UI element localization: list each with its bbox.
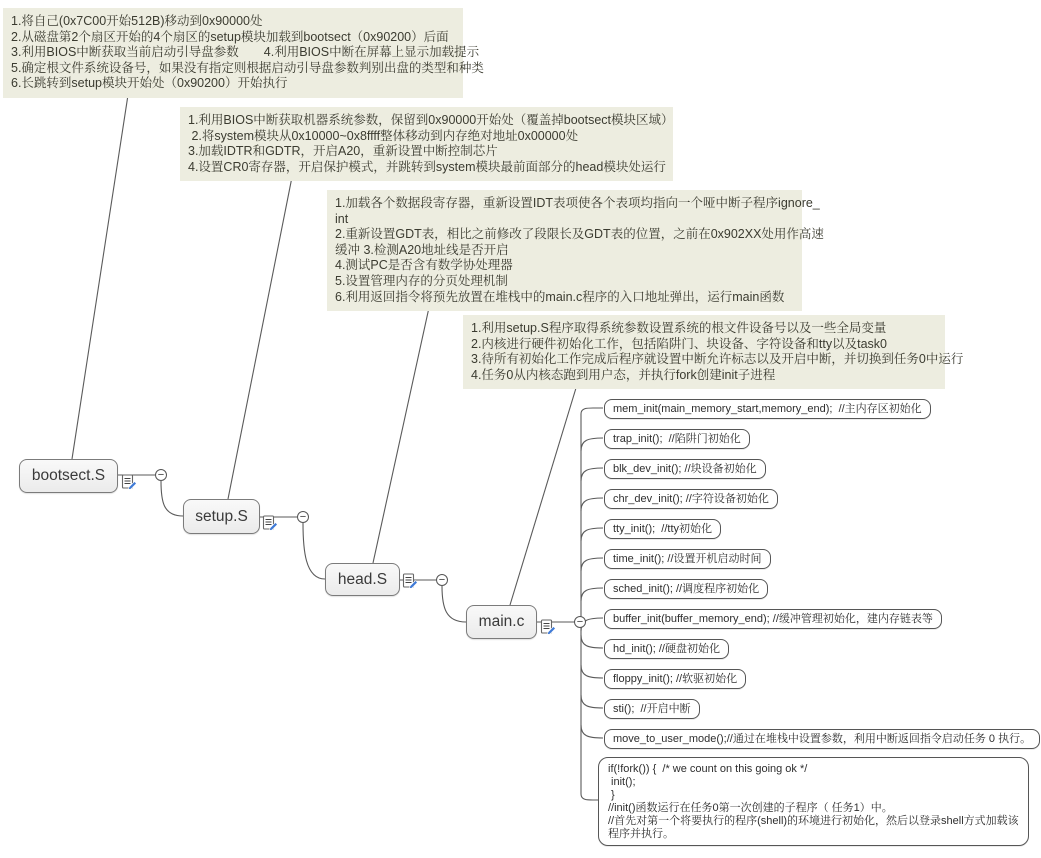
note-box-bootsect	[3, 8, 484, 98]
note-line: 4.任务0从内核态跑到用户态，并执行fork创建init子进程	[471, 367, 776, 382]
note-line: 1.将自己(0x7C00开始512B)移动到0x90000处	[11, 14, 263, 28]
note-line: 5.设置管理内存的分页处理机制	[335, 273, 508, 288]
note-line: int	[335, 211, 349, 226]
note-line: 4.测试PC是否含有数学协处理器	[335, 258, 513, 273]
fork-code-line: //init()函数运行在任务0第一次创建的子程序（ 任务1）中。	[608, 801, 893, 814]
child-topic[interactable]: tty_init(); //tty初始化	[604, 519, 721, 539]
child-topic[interactable]: blk_dev_init(); //块设备初始化	[604, 459, 766, 479]
note-box-head	[327, 190, 824, 311]
child-topic[interactable]: buffer_init(buffer_memory_end); //缓冲管理初始化，建内存链表等	[604, 609, 942, 629]
child-topic[interactable]: move_to_user_mode();//通过在堆栈中设置参数，利用中断返回指令启动任务 0 执行。	[604, 729, 1040, 749]
note-box-main	[463, 315, 964, 389]
note-line: 2.内核进行硬件初始化工作，包括陷阱门、块设备、字符设备和tty以及task0	[471, 336, 887, 351]
note-box-setup	[180, 107, 673, 181]
child-topic[interactable]: sched_init(); //调度程序初始化	[604, 579, 768, 599]
note-line: 3.利用BIOS中断获取当前启动引导盘参数 4.利用BIOS中断在屏幕上显示加载提示	[11, 45, 480, 60]
notes-icon[interactable]	[402, 573, 419, 590]
note-line: 1.利用BIOS中断获取机器系统参数，保留到0x90000开始处（覆盖掉bootsect模块区域）	[188, 113, 674, 127]
collapse-button-bootsect[interactable]: −	[155, 469, 167, 481]
fork-code-line: init();	[608, 775, 636, 788]
note-line: 2.将system模块从0x10000~0x8ffff整体移动到内存绝对地址0x00000处	[188, 128, 579, 143]
note-line: 2.重新设置GDT表，相比之前修改了段限长及GDT表的位置，之前在0x902XX处用作高速	[335, 227, 824, 242]
collapse-button-head[interactable]: −	[436, 574, 448, 586]
child-topic[interactable]: hd_init(); //硬盘初始化	[604, 639, 729, 659]
child-topic[interactable]: mem_init(main_memory_start,memory_end); //主内存区初始化	[604, 399, 931, 419]
child-topic[interactable]: chr_dev_init(); //字符设备初始化	[604, 489, 778, 509]
topic-main-label: main.c	[478, 613, 525, 630]
note-line: 3.加载IDTR和GDTR，开启A20，重新设置中断控制芯片	[188, 144, 498, 159]
note-line: 5.确定根文件系统设备号，如果没有指定则根据启动引导盘参数判别出盘的类型和种类	[11, 60, 484, 75]
notes-icon[interactable]	[121, 474, 138, 491]
collapse-button-main[interactable]: −	[574, 616, 586, 628]
topic-head[interactable]	[325, 563, 400, 596]
notes-icon[interactable]	[262, 515, 279, 532]
topic-bootsect-label: bootsect.S	[31, 467, 106, 484]
child-topic[interactable]: trap_init(); //陷阱门初始化	[604, 429, 750, 449]
topic-main[interactable]	[466, 605, 537, 639]
child-topic[interactable]: time_init(); //设置开机启动时间	[604, 549, 771, 569]
fork-code-line: }	[608, 788, 615, 801]
notes-icon[interactable]	[540, 619, 557, 636]
note-line: 缓冲 3.检测A20地址线是否开启	[335, 242, 509, 257]
topic-head-label: head.S	[337, 570, 388, 588]
note-line: 2.从磁盘第2个扇区开始的4个扇区的setup模块加载到bootsect（0x90200）后面	[11, 29, 449, 44]
topic-bootsect[interactable]	[19, 459, 118, 493]
child-topic[interactable]: floppy_init(); //软驱初始化	[604, 669, 746, 689]
note-line: 6.长跳转到setup模块开始处（0x90200）开始执行	[11, 76, 288, 91]
collapse-button-setup[interactable]: −	[297, 511, 309, 523]
child-topic[interactable]: sti(); //开启中断	[604, 699, 700, 719]
fork-code-line: //首先对第一个将要执行的程序(shell)的环境进行初始化，然后以登录shell方式加载该	[608, 814, 1019, 827]
fork-code-line: 程序并执行。	[608, 827, 674, 840]
topic-setup-label: setup.S	[195, 507, 248, 525]
fork-code-block[interactable]	[598, 757, 1029, 846]
fork-code-line: if(!fork()) { /* we count on this going ok */	[608, 763, 808, 775]
note-line: 4.设置CR0寄存器，开启保护模式，并跳转到system模块最前面部分的head模块处运行	[188, 159, 666, 174]
note-line: 6.利用返回指令将预先放置在堆栈中的main.c程序的入口地址弹出，运行main函数	[335, 289, 785, 304]
note-line: 1.加载各个数据段寄存器，重新设置IDT表项使各个表项均指向一个哑中断子程序ignore_	[335, 196, 820, 210]
topic-setup[interactable]	[183, 499, 260, 534]
note-line: 3.待所有初始化工作完成后程序就设置中断允许标志以及开启中断，并切换到任务0中运行	[471, 352, 964, 367]
note-line: 1.利用setup.S程序取得系统参数设置系统的根文件设备号以及一些全局变量	[471, 321, 887, 335]
